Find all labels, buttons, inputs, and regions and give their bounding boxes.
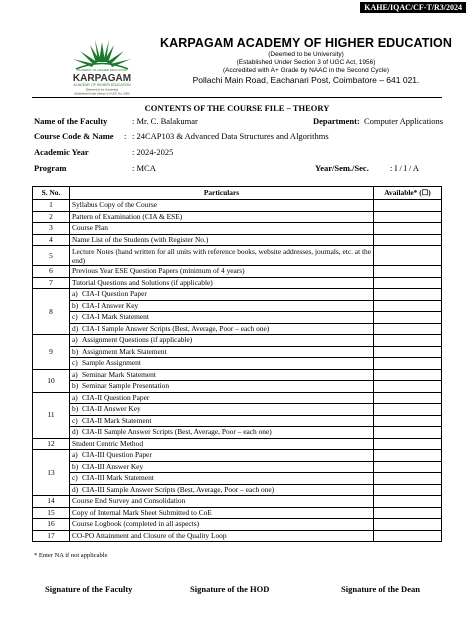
row-number: 3 [33, 223, 70, 235]
year-value: : 2024-2025 [132, 147, 174, 157]
sub-item-text: CIA-II Answer Key [82, 404, 141, 414]
signature-dean: Signature of the Dean [341, 584, 420, 594]
sub-item-letter: b) [72, 381, 79, 391]
table-row [33, 346, 442, 358]
table-row [33, 496, 442, 508]
sub-item-letter: d) [72, 484, 79, 494]
row-available-cell[interactable] [374, 415, 442, 427]
row-particulars [70, 381, 374, 393]
sub-item-text: Seminar Mark Statement [82, 369, 156, 379]
row-number: 7 [33, 277, 70, 289]
row-particulars: Copy of Internal Mark Sheet Submitted to CoE [70, 507, 374, 519]
row-available-cell[interactable] [374, 211, 442, 223]
row-particulars: Lecture Notes (hand written for all units with reference books, website addresses, journals, etc. at the end) [70, 246, 374, 266]
sub-item-text: CIA-III Sample Answer Scripts (Best, Average, Poor – each one) [82, 484, 275, 494]
row-particulars [70, 289, 374, 301]
institution-line3: (Accredited with A+ Grade by NAAC in the Second Cycle) [222, 67, 389, 74]
document-title: CONTENTS OF THE COURSE FILE – THEORY [144, 103, 330, 113]
row-available-cell[interactable] [374, 392, 442, 404]
table-row [33, 246, 442, 266]
table-row [33, 507, 442, 519]
table-row [33, 300, 442, 312]
row-available-cell[interactable] [374, 323, 442, 335]
row-particulars: Name List of the Students (with Register No.) [70, 234, 374, 246]
table-row [33, 266, 442, 278]
logo-wordmark: KARPAGAM [72, 73, 132, 84]
row-number: 2 [33, 211, 70, 223]
institution-address: Pollachi Main Road, Eachanari Post, Coimbatore – 641 021. [192, 75, 420, 85]
table-row [33, 519, 442, 531]
header-particulars: Particulars [70, 187, 374, 200]
row-particulars [70, 404, 374, 416]
table-row [33, 234, 442, 246]
table-row [33, 415, 442, 427]
table-row [33, 381, 442, 393]
row-available-cell[interactable] [374, 234, 442, 246]
row-available-cell[interactable] [374, 450, 442, 462]
table-row [33, 392, 442, 404]
sub-item-letter: b) [72, 404, 79, 414]
table-row [33, 323, 442, 335]
row-available-cell[interactable] [374, 461, 442, 473]
row-available-cell[interactable] [374, 300, 442, 312]
table-row [33, 473, 442, 485]
row-number: 9 [33, 335, 70, 370]
row-available-cell[interactable] [374, 507, 442, 519]
row-particulars: Course Logbook (completed in all aspects) [70, 519, 374, 531]
program-label: Program [34, 163, 67, 173]
logo-subtitle: ACADEMY OF HIGHER EDUCATION [73, 83, 131, 87]
row-available-cell[interactable] [374, 438, 442, 450]
header-sno: S. No. [33, 187, 70, 200]
institution-block [146, 36, 466, 85]
row-available-cell[interactable] [374, 346, 442, 358]
sub-item-letter: d) [72, 427, 79, 437]
row-particulars [70, 369, 374, 381]
row-particulars: Previous Year ESE Question Papers (minimum of 4 years) [70, 266, 374, 278]
row-available-cell[interactable] [374, 200, 442, 212]
sub-item-text: CIA-I Question Paper [82, 289, 147, 299]
row-number: 11 [33, 392, 70, 438]
row-available-cell[interactable] [374, 289, 442, 301]
row-particulars [70, 323, 374, 335]
row-available-cell[interactable] [374, 369, 442, 381]
row-available-cell[interactable] [374, 496, 442, 508]
table-row [33, 438, 442, 450]
row-available-cell[interactable] [374, 381, 442, 393]
table-row [33, 277, 442, 289]
row-available-cell[interactable] [374, 246, 442, 266]
table-row [33, 369, 442, 381]
row-number: 4 [33, 234, 70, 246]
row-number: 8 [33, 289, 70, 335]
row-available-cell[interactable] [374, 427, 442, 439]
table-row [33, 358, 442, 370]
row-available-cell[interactable] [374, 312, 442, 324]
table-row [33, 289, 442, 301]
sub-item-text: CIA-II Mark Statement [82, 415, 152, 425]
header-available: Available* (☐) [374, 187, 442, 200]
karpagam-logo [62, 36, 142, 98]
table-row [33, 335, 442, 347]
course-label: Course Code & Name [34, 131, 114, 141]
row-particulars [70, 335, 374, 347]
row-available-cell[interactable] [374, 519, 442, 531]
sub-item-letter: c) [72, 415, 78, 425]
table-row [33, 404, 442, 416]
row-number: 15 [33, 507, 70, 519]
sub-item-text: Assignment Questions (if applicable) [82, 335, 193, 345]
sub-item-text: CIA-I Answer Key [82, 300, 139, 310]
row-number: 16 [33, 519, 70, 531]
row-available-cell[interactable] [374, 530, 442, 542]
table-row [33, 461, 442, 473]
sub-item-text: Assignment Mark Statement [82, 346, 167, 356]
logo-tagline: ACADEMY OF HIGHER EDUCATION [76, 68, 128, 72]
row-particulars [70, 427, 374, 439]
signature-faculty: Signature of the Faculty [45, 584, 133, 594]
sub-item-letter: a) [72, 369, 78, 379]
row-available-cell[interactable] [374, 484, 442, 496]
header-divider [32, 97, 442, 98]
sub-item-text: CIA-II Question Paper [82, 392, 150, 402]
table-header-row [33, 187, 442, 200]
year-label: Academic Year [34, 147, 89, 157]
table-row [33, 211, 442, 223]
sub-item-text: CIA-II Sample Answer Scripts (Best, Average, Poor – each one) [82, 427, 272, 437]
row-number: 12 [33, 438, 70, 450]
table-row [33, 484, 442, 496]
sub-item-text: CIA-I Sample Answer Scripts (Best, Average, Poor – each one) [82, 323, 270, 333]
sub-item-text: Sample Assignment [82, 358, 141, 368]
department-value: Computer Applications [364, 116, 444, 126]
sub-item-letter: a) [72, 392, 78, 402]
row-particulars: Course Plan [70, 223, 374, 235]
sub-item-letter: b) [72, 300, 79, 310]
row-particulars [70, 473, 374, 485]
row-particulars: Syllabus Copy of the Course [70, 200, 374, 212]
program-value: : MCA [132, 163, 156, 173]
sub-item-text: CIA-III Answer Key [82, 461, 144, 471]
row-available-cell[interactable] [374, 358, 442, 370]
row-particulars: Pattern of Examination (CIA & ESE) [70, 211, 374, 223]
sub-item-letter: a) [72, 289, 78, 299]
sub-item-text: CIA-I Mark Statement [82, 312, 149, 322]
row-available-cell[interactable] [374, 266, 442, 278]
sub-item-text: CIA-III Mark Statement [82, 473, 154, 483]
sub-item-letter: c) [72, 312, 78, 322]
document-code: KAHE/IQAC/CF-T/R3/2024 [360, 2, 466, 13]
row-particulars [70, 461, 374, 473]
row-available-cell[interactable] [374, 223, 442, 235]
row-available-cell[interactable] [374, 404, 442, 416]
institution-line1: (Deemed to be University) [268, 51, 344, 58]
sub-item-letter: a) [72, 450, 78, 460]
row-particulars [70, 358, 374, 370]
sub-item-text: Seminar Sample Presentation [82, 381, 170, 391]
sub-item-letter: a) [72, 335, 78, 345]
table-row [33, 223, 442, 235]
row-number: 10 [33, 369, 70, 392]
sub-item-letter: c) [72, 473, 78, 483]
logo-tag1: (Deemed to be University) [85, 87, 119, 92]
institution-header [62, 36, 466, 98]
footnote: * Enter NA if not applicable [34, 552, 108, 559]
row-number: 14 [33, 496, 70, 508]
sub-item-text: CIA-III Question Paper [82, 450, 152, 460]
row-particulars [70, 300, 374, 312]
row-particulars: Course End Survey and Consolidation [70, 496, 374, 508]
sub-item-letter: c) [72, 358, 78, 368]
row-particulars: Tutorial Questions and Solutions (if applicable) [70, 277, 374, 289]
sem-label: Year/Sem./Sec. [315, 163, 369, 173]
row-available-cell[interactable] [374, 335, 442, 347]
row-available-cell[interactable] [374, 473, 442, 485]
table-row [33, 450, 442, 462]
row-particulars [70, 415, 374, 427]
sub-item-letter: b) [72, 461, 79, 471]
row-number: 13 [33, 450, 70, 496]
faculty-value: : Mr. C. Balakumar [132, 116, 198, 126]
table-row [33, 312, 442, 324]
sem-value: : I / I / A [390, 163, 420, 173]
row-number: 6 [33, 266, 70, 278]
institution-name: KARPAGAM ACADEMY OF HIGHER EDUCATION [159, 36, 453, 50]
row-particulars: CO-PO Attainment and Closure of the Quality Loop [70, 530, 374, 542]
table-row [33, 200, 442, 212]
sub-item-letter: d) [72, 323, 79, 333]
course-value: : 24CAP103 & Advanced Data Structures and Algorithms [132, 131, 329, 141]
logo-tag2: (Established Under Section 3 of UGC Act, 1956) [74, 92, 130, 96]
row-number: 5 [33, 246, 70, 266]
row-particulars [70, 392, 374, 404]
row-particulars: Student Centric Method [70, 438, 374, 450]
course-value-colon: : [124, 131, 127, 141]
table-body [33, 200, 442, 542]
sub-item-letter: b) [72, 346, 79, 356]
signature-hod: Signature of the HOD [190, 584, 270, 594]
department-label: Department: [313, 116, 360, 126]
row-particulars [70, 312, 374, 324]
row-number: 1 [33, 200, 70, 212]
table-row [33, 530, 442, 542]
faculty-label: Name of the Faculty [34, 116, 108, 126]
row-particulars [70, 346, 374, 358]
table-row [33, 427, 442, 439]
institution-line2: (Established Under Section 3 of UGC Act, 1956) [236, 59, 376, 66]
row-particulars [70, 450, 374, 462]
row-available-cell[interactable] [374, 277, 442, 289]
row-particulars [70, 484, 374, 496]
row-number: 17 [33, 530, 70, 542]
contents-table [32, 186, 442, 542]
